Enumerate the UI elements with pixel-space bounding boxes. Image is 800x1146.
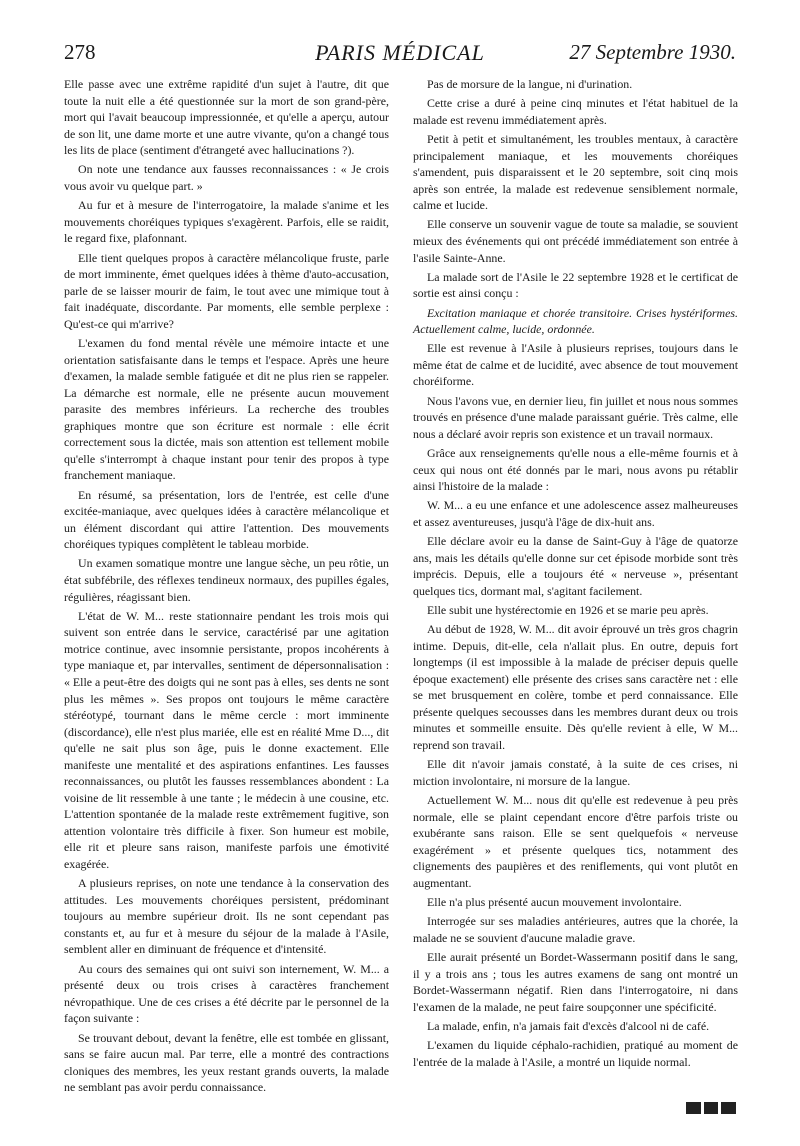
page-number: 278 xyxy=(64,40,96,64)
paragraph: A plusieurs reprises, on note une tendance à la conservation des attitudes. Les mouvements choréiques persistent, prédominant toujours au membre supérieur droit. Ils ne sont cependant pas constants et, au fur et à mesure du séjour de la malade à l'Asile, semblent aller en diminuant de fréquence et d'intensité. xyxy=(64,876,389,957)
issue-date: 27 Septembre 1930. xyxy=(569,40,736,64)
paragraph: Elle est revenue à l'Asile à plusieurs reprises, toujours dans le même état de calme et de lucidité, avec absence de tout mouvement choréiforme. xyxy=(413,341,738,389)
paragraph: Elle conserve un souvenir vague de toute sa maladie, se souvient mieux des événements qui ont précédé immédiatement son entrée à l'asile Sainte-Anne. xyxy=(413,217,738,265)
paragraph: Elle dit n'avoir jamais constaté, à la suite de ces crises, ni miction involontaire, ni morsure de la langue. xyxy=(413,757,738,788)
article-body xyxy=(64,76,738,1106)
paragraph: Elle tient quelques propos à caractère mélancolique fruste, parle de mort imminente, émet quelques idées à thème d'auto-accusation, parle de se laisser mourir de faim, le tout avec une mimique tout à fait inadéquate, discordante. Par moments, elle semble perplexe : Qu'est-ce qui m'arrive? xyxy=(64,250,389,331)
paragraph: Au début de 1928, W. M... dit avoir éprouvé un très gros chagrin intime. Depuis, dit-elle, cela n'allait plus. En outre, depuis fort longtemps (il est impossible à la malade de préciser depuis quelle époque exactement) elle présente des crises sans caractère net : elle se met brusquement en colère, tombe et perd connaissance. Elle présente quelques secousses dans les membres durant deux ou trois minutes et sommeille ensuite. Dès qu'elle revient à elle, W M... reprend son travail. xyxy=(413,622,738,753)
paragraph: L'examen du liquide céphalo-rachidien, pratiqué au moment de l'entrée de la malade à l'Asile, a montré un liquide normal. xyxy=(413,1038,738,1069)
paragraph: Se trouvant debout, devant la fenêtre, elle est tombée en glissant, sans se faire aucun mal. Par terre, elle a montré des contractions cloniques des membres, les yeux restant grands ouverts, la malade ne semblant pas avoir perdu connaissance. xyxy=(64,1030,389,1095)
paragraph: Un examen somatique montre une langue sèche, un peu rôtie, un état subfébrile, des réflexes tendineux normaux, des pupilles égales, régulières, réagissant bien. xyxy=(64,556,389,604)
paragraph: Actuellement W. M... nous dit qu'elle est redevenue à peu près normale, elle se plaint cependant encore d'être parfois triste ou exubérante sans raison. Elle se sent quelquefois « nerveuse exagérément » et présente quelques tics, notamment des clignements des paupières et des reniflements, qui vont plutôt en augmentant. xyxy=(413,793,738,890)
paragraph: Elle déclare avoir eu la danse de Saint-Guy à l'âge de quatorze ans, mais les détails qu'elle donne sur cet épisode morbide sont très imprécis. Depuis, elle a toujours été « nerveuse », présentant quelques tics, dormant mal, s'agitant facilement. xyxy=(413,534,738,598)
paragraph: Petit à petit et simultanément, les troubles mentaux, à caractère principalement maniaque, et les mouvements choréiques s'amendent, puis disparaissent et le 20 septembre, soit cinq mois après son entrée, la malade est redevenue sensiblement normale, calme et lucide. xyxy=(413,132,738,213)
paragraph: W. M... a eu une enfance et une adolescence assez malheureuses et assez aventureuses, jusqu'à l'âge de dix-huit ans. xyxy=(413,498,738,529)
paragraph: Elle passe avec une extrême rapidité d'un sujet à l'autre, dit que toute la nuit elle a été questionnée sur la mort de son grand-père, mort qui l'avait beaucoup impressionnée, et qu'elle a aperçu, autour de son lit, une dame morte et une autre vivante, qu'on a changé tous les lits de place (sentiment d'étrangeté avec hallucinations ?). xyxy=(64,77,389,158)
paragraph: La malade, enfin, n'a jamais fait d'excès d'alcool ni de café. xyxy=(427,1018,710,1033)
journal-title: PARIS MÉDICAL xyxy=(315,40,485,65)
paragraph: On note une tendance aux fausses reconnaissances : « Je crois vous avoir vu quelque part. » xyxy=(64,162,389,193)
paragraph: Grâce aux renseignements qu'elle nous a elle-même fournis et à ceux qui nous ont été donnés par le mari, nous avons pu rétablir ainsi l'histoire de la malade : xyxy=(413,445,738,494)
paragraph: La malade sort de l'Asile le 22 septembre 1928 et le certificat de sortie est ainsi conçu : xyxy=(413,269,738,301)
paragraph: Au cours des semaines qui ont suivi son internement, W. M... a présenté deux ou trois crises à caractères franchement névropathique. Une de ces crises a été décrite par le personnel de la façon suivante : xyxy=(64,961,389,1026)
paragraph: Elle subit une hystérectomie en 1926 et se marie peu après. xyxy=(427,602,709,617)
paragraph: Nous l'avons vue, en dernier lieu, fin juillet et nous nous sommes trouvés en présence d'une malade paraissant guérie. Très calme, elle nous a déclaré avoir repris son existence et un travail normaux. xyxy=(413,393,738,441)
paragraph: Cette crise a duré à peine cinq minutes et l'état habituel de la malade est revenu immédiatement après. xyxy=(413,96,738,127)
running-header xyxy=(64,40,736,70)
paragraph: En résumé, sa présentation, lors de l'entrée, est celle d'une excitée-maniaque, avec quelques idées à caractère mélancolique et un élément discordant qui attire l'attention. Des mouvements choréiques typiques complètent le tableau morbide. xyxy=(64,487,389,552)
paragraph: Elle aurait présenté un Bordet-Wassermann positif dans le sang, il y a trois ans ; tous les autres examens de sang ont montré un Bordet-Wassermann négatif. Rien dans l'interrogatoire, ni dans l'examen de la malade, ne peut faire soupçonner une spécificité. xyxy=(413,950,738,1014)
printer-mark-icon xyxy=(686,1102,736,1114)
paragraph: Au fur et à mesure de l'interrogatoire, la malade s'anime et les mouvements choréiques typiques s'exagèrent. Parfois, elle se raidit, le regard fixe, plafonnant. xyxy=(64,198,389,246)
paragraph: Elle n'a plus présenté aucun mouvement involontaire. xyxy=(427,895,682,910)
certificate-quote: Excitation maniaque et chorée transitoire. Crises hystériformes. Actuellement calme, lucide, ordonnée. xyxy=(413,305,738,337)
paragraph: L'état de W. M... reste stationnaire pendant les trois mois qui suivent son entrée dans le service, caractérisé par une agitation motrice continue, avec insomnie persistante, propos incohérents à type maniaque et, par intervalles, sentiment de dépersonnalisation : « Elle a peut-être des doigts qui ne sont pas à elles, ses dents ne sont plus les mêmes ». Ses propos ont toujours le même caractère stéréotypé, tournant dans le même cercle : mort imminente (discordance), elle n'est plus mariée, elle est en réalité Mme D..., dit qu'elle ne sait plus son âge, puis le donne exactement. Elle manifeste une mentalité et des aspirations enfantines. Les fausses reconnaissances, ou plutôt les fausses ressemblances abondent : La voisine de lit ressemble à une tante ; le médecin à une cousine, etc. L'attention spontanée de la malade reste extrêmement fugitive, son attention volontaire très difficile à fixer. Son humeur est mobile, elle rit et pleure sans raison, manifeste parfois une émotivité exagérée. xyxy=(64,608,389,871)
paragraph: Pas de morsure de la langue, ni d'urination. xyxy=(427,77,633,91)
paragraph: L'examen du fond mental révèle une mémoire intacte et une orientation satisfaisante dans le temps et l'espace. Après une heure d'examen, la malade semble fatiguée et dit ne plus rien se rappeler. La démarche est normale, elle ne présente aucun mouvement parasite des membres inférieurs. La recherche des troubles graphiques montre que son écriture est normale : elle écrit correctement sous la dictée, mais son attention est tellement mobile qu'elle s'interrompt à chaque instant pour tenir des propos à type franchement maniaque. xyxy=(64,335,389,483)
paragraph: Interrogée sur ses maladies antérieures, autres que la chorée, la malade ne se souvient d'aucune maladie grave. xyxy=(413,914,738,945)
